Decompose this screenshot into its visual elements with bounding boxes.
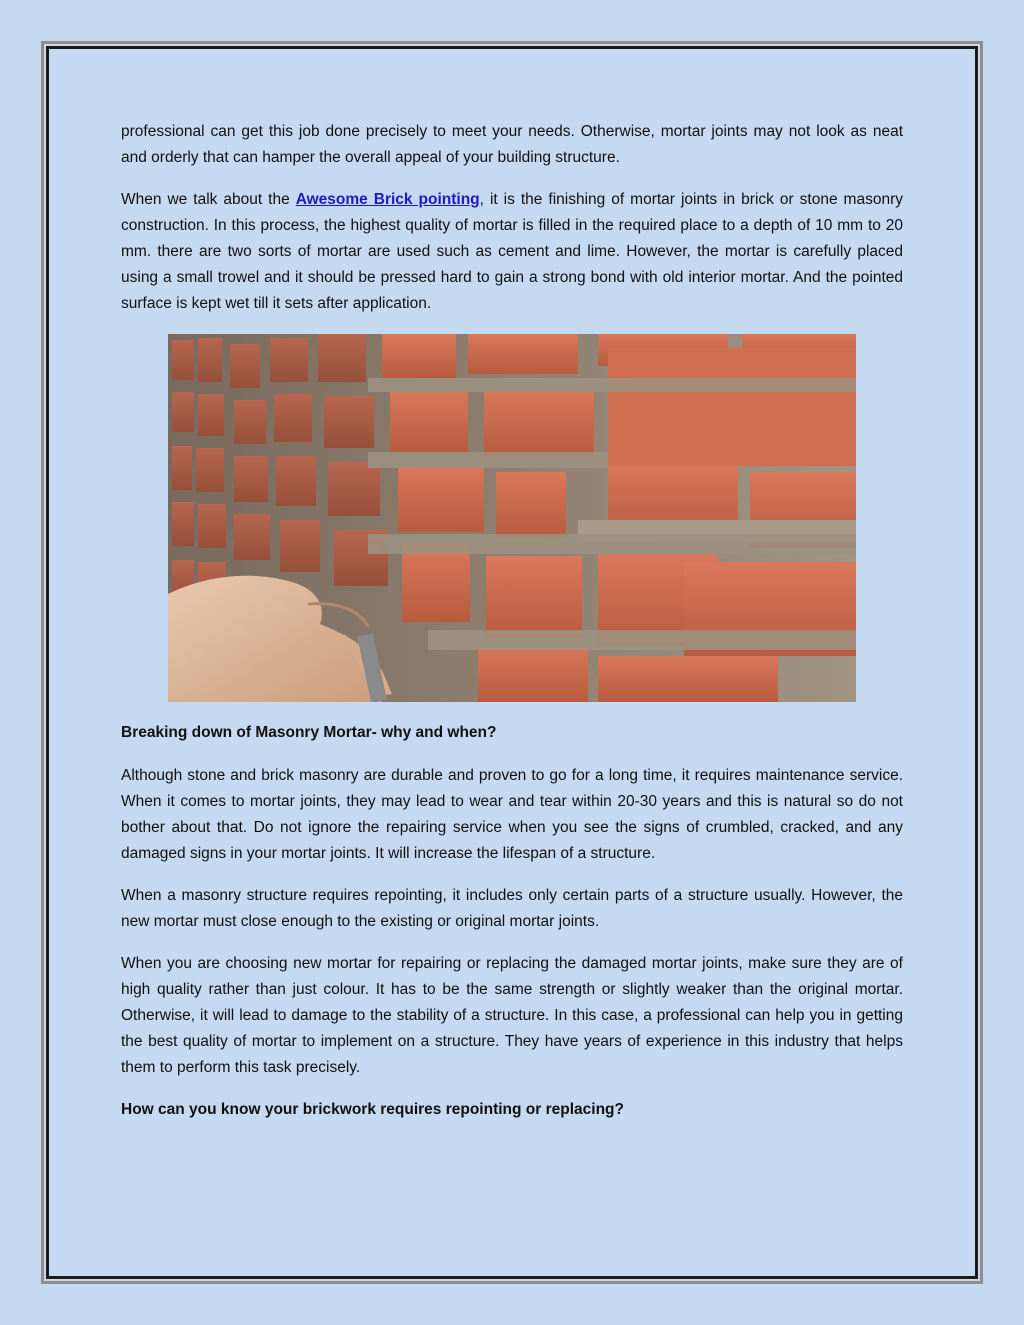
document-body-top xyxy=(121,119,903,333)
paragraph-repointing: When a masonry structure requires repointing, it includes only certain parts of a structure usually. However, the new mortar must close enough to the existing or original mortar joints. xyxy=(121,887,903,930)
heading-how-to-know: How can you know your brickwork requires repointing or replacing? xyxy=(121,1101,624,1118)
paragraph-text-before-link: When we talk about the xyxy=(121,191,296,208)
brick-wall-photo xyxy=(168,334,856,702)
paragraph-text-after-link: , it is the finishing of mortar joints in brick or stone masonry construction. In this process, the highest quality of mortar is filled in the required place to a depth of 10 mm to 20 mm. there are two sorts of mortar are used such as cement and lime. However, the mortar is carefully placed using a small trowel and it should be pressed hard to gain a strong bond with old interior mortar. And the pointed surface is kept wet till it sets after application. xyxy=(121,191,903,312)
paragraph-choosing-mortar: When you are choosing new mortar for repairing or replacing the damaged mortar joints, make sure they are of high quality rather than just colour. It has to be the same strength or slightly weaker than the original mortar. Otherwise, it will lead to damage to the stability of a structure. In this case, a professional can help you in getting the best quality of mortar to implement on a structure. They have years of experience in this industry that helps them to perform this task precisely. xyxy=(121,955,903,1076)
paragraph-durability: Although stone and brick masonry are durable and proven to go for a long time, it requires maintenance service. When it comes to mortar joints, they may lead to wear and tear within 20-30 years and this is natural so do not bother about that. Do not ignore the repairing service when you see the signs of crumbled, cracked, and any damaged signs in your mortar joints. It will increase the lifespan of a structure. xyxy=(121,767,903,862)
awesome-brick-pointing-link[interactable]: Awesome Brick pointing xyxy=(295,191,480,208)
paragraph-intro: professional can get this job done precisely to meet your needs. Otherwise, mortar joints may not look as neat and orderly that can hamper the overall appeal of your building structure. xyxy=(121,123,903,166)
paragraph-brick-pointing xyxy=(121,187,903,317)
heading-breaking-down: Breaking down of Masonry Mortar- why and when? xyxy=(121,724,497,741)
document-body-bottom xyxy=(121,720,903,1123)
